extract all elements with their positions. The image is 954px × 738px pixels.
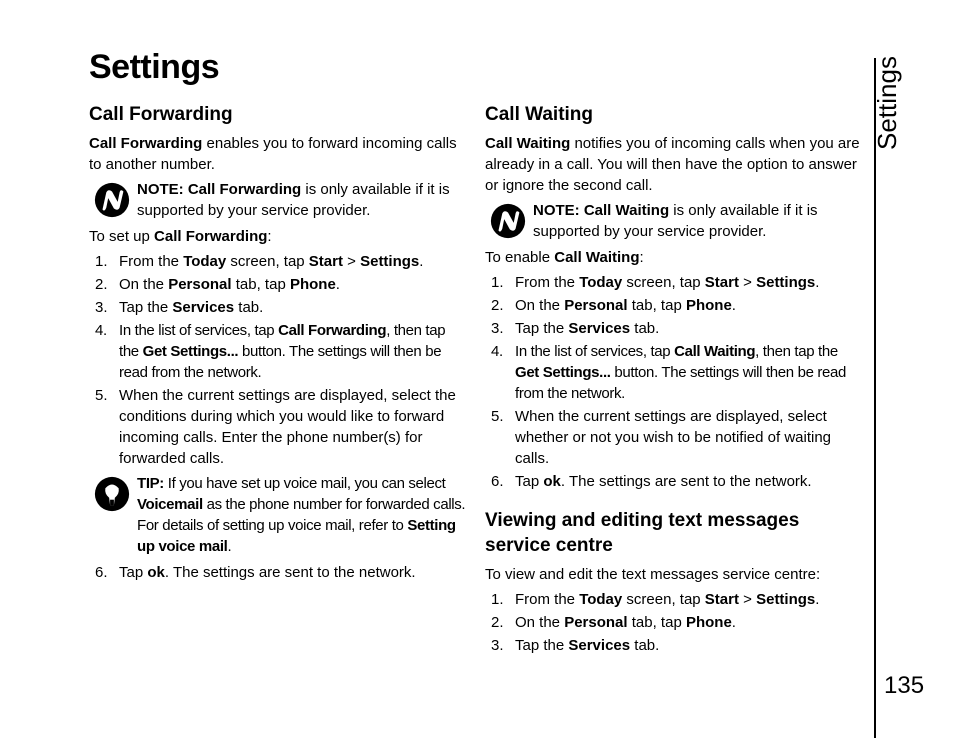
list-item: 1. From the Today screen, tap Start > Settings.	[95, 253, 424, 270]
list-item: 3. Tap the Services tab.	[95, 299, 264, 316]
sms-service-centre-steps	[485, 589, 863, 656]
sms-service-centre-intro: To view and edit the text messages service centre:	[485, 566, 821, 583]
sms-service-centre-heading: Viewing and editing text messages service centre	[485, 510, 800, 556]
section-tab-label: Settings	[872, 56, 902, 150]
call-waiting-enable-label: To enable Call Waiting:	[485, 249, 644, 266]
call-waiting-column	[485, 98, 863, 660]
sidebar-divider	[874, 58, 876, 738]
page-title: Settings	[89, 48, 220, 86]
list-item: 4. In the list of services, tap Call Waiting, then tap the Get Settings... button. The settings will then be read from the network.	[491, 343, 847, 402]
list-item: 6. Tap ok. The settings are sent to the network.	[95, 564, 416, 581]
list-item: 5. When the current settings are displayed, select whether or not you wish to be notified of waiting calls.	[491, 408, 832, 467]
call-waiting-note: NOTE: Call Waiting is only available if it is supported by your service provider.	[485, 200, 863, 242]
call-waiting-steps	[485, 272, 863, 492]
tip-bulb-icon	[93, 475, 131, 513]
list-item: 3. Tap the Services tab.	[491, 320, 660, 337]
call-forwarding-heading: Call Forwarding	[89, 104, 233, 125]
call-waiting-heading: Call Waiting	[485, 104, 594, 125]
voicemail-tip: TIP: If you have set up voice mail, you can select Voicemail as the phone number for forwarded calls. For details of setting up voice mail, refer to Setting up voice mail.	[89, 473, 467, 557]
call-forwarding-column	[89, 98, 467, 587]
list-item: 1. From the Today screen, tap Start > Settings.	[491, 274, 820, 291]
call-forwarding-note: NOTE: Call Forwarding is only available if it is supported by your service provider.	[89, 179, 467, 221]
list-item: 2. On the Personal tab, tap Phone.	[491, 614, 736, 631]
page-number: 135	[884, 672, 925, 699]
list-item: 2. On the Personal tab, tap Phone.	[491, 297, 736, 314]
list-item: 5. When the current settings are displayed, select the conditions during which you would like to forward incoming calls. Enter the phone number(s) for forwarded calls.	[95, 387, 456, 467]
note-icon	[93, 181, 131, 219]
list-item: 2. On the Personal tab, tap Phone.	[95, 276, 340, 293]
call-forwarding-intro: Call Forwarding enables you to forward incoming calls to another number.	[89, 135, 457, 173]
call-forwarding-setup-label: To set up Call Forwarding:	[89, 228, 272, 245]
call-forwarding-steps	[89, 251, 467, 469]
list-item: 1. From the Today screen, tap Start > Settings.	[491, 591, 820, 608]
list-item: 6. Tap ok. The settings are sent to the network.	[491, 473, 812, 490]
call-forwarding-steps-continued	[89, 562, 467, 583]
call-waiting-intro: Call Waiting notifies you of incoming calls when you are already in a call. You will then have the option to answer or ignore the second call.	[485, 135, 860, 194]
list-item: 3. Tap the Services tab.	[491, 637, 660, 654]
note-icon	[489, 202, 527, 240]
list-item: 4. In the list of services, tap Call Forwarding, then tap the Get Settings... button. The settings will then be read from the network.	[95, 322, 446, 381]
